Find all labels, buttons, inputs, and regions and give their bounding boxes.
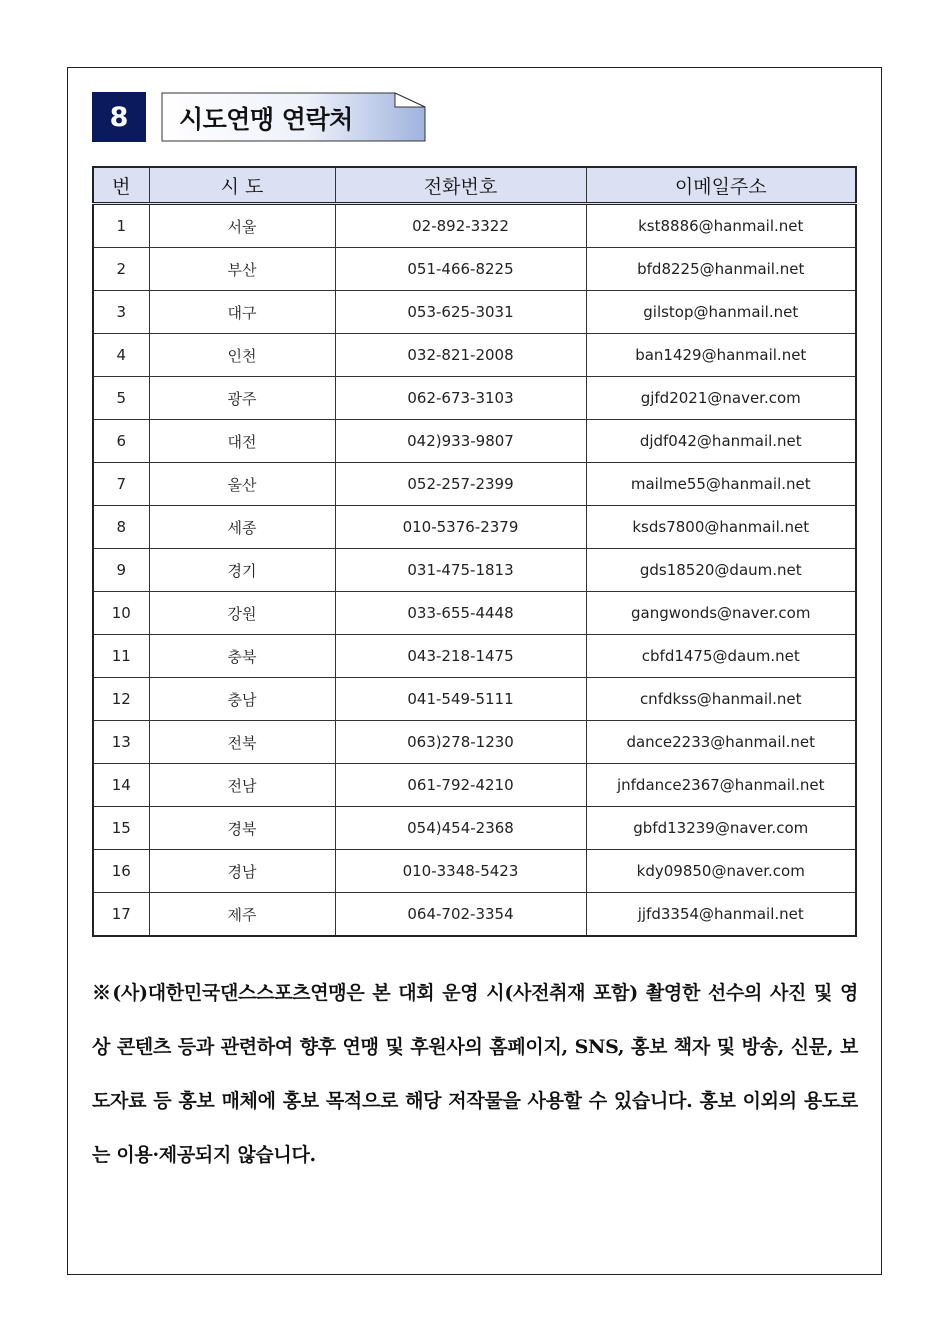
row-email: gds18520@daum.net	[586, 549, 856, 592]
table-row	[93, 248, 856, 291]
row-city: 전남	[149, 764, 335, 807]
row-email: gangwonds@naver.com	[586, 592, 856, 635]
table-row	[93, 420, 856, 463]
table-row	[93, 291, 856, 334]
row-number: 3	[93, 291, 149, 334]
row-phone: 02-892-3322	[335, 204, 586, 248]
header-email: 이메일주소	[586, 167, 856, 204]
row-email: ksds7800@hanmail.net	[586, 506, 856, 549]
table-header-row	[93, 167, 856, 204]
table-row	[93, 678, 856, 721]
row-email: kdy09850@naver.com	[586, 850, 856, 893]
table-row	[93, 807, 856, 850]
row-phone: 032-821-2008	[335, 334, 586, 377]
row-phone: 054)454-2368	[335, 807, 586, 850]
row-email: cnfdkss@hanmail.net	[586, 678, 856, 721]
row-city: 대전	[149, 420, 335, 463]
row-email: kst8886@hanmail.net	[586, 204, 856, 248]
row-number: 15	[93, 807, 149, 850]
row-city: 부산	[149, 248, 335, 291]
row-number: 4	[93, 334, 149, 377]
row-city: 강원	[149, 592, 335, 635]
table-row	[93, 721, 856, 764]
row-number: 12	[93, 678, 149, 721]
row-email: mailme55@hanmail.net	[586, 463, 856, 506]
row-email: bfd8225@hanmail.net	[586, 248, 856, 291]
row-phone: 062-673-3103	[335, 377, 586, 420]
row-city: 인천	[149, 334, 335, 377]
row-phone: 010-5376-2379	[335, 506, 586, 549]
row-phone: 063)278-1230	[335, 721, 586, 764]
row-number: 11	[93, 635, 149, 678]
section-title: 시도연맹 연락처	[179, 105, 353, 134]
row-city: 대구	[149, 291, 335, 334]
table-row	[93, 592, 856, 635]
copyright-notice: ※(사)대한민국댄스스포츠연맹은 본 대회 운영 시(사전취재 포함) 촬영한 선수의 사진 및 영상 콘텐츠 등과 관련하여 향후 연맹 및 후원사의 홈페이지, SNS, 홍보 책자 및 방송, 신문, 보도자료 등 홍보 매체에 홍보 목적으로 해당 저작물을 사용할 수 있습니다. 홍보 이외의 용도로는 이용·제공되지 않습니다.	[92, 982, 858, 1166]
row-city: 경기	[149, 549, 335, 592]
row-number: 14	[93, 764, 149, 807]
row-email: jnfdance2367@hanmail.net	[586, 764, 856, 807]
row-city: 울산	[149, 463, 335, 506]
row-phone: 033-655-4448	[335, 592, 586, 635]
row-number: 1	[93, 204, 149, 248]
row-city: 광주	[149, 377, 335, 420]
row-phone: 041-549-5111	[335, 678, 586, 721]
table-row	[93, 764, 856, 807]
table-row	[93, 204, 856, 248]
row-number: 2	[93, 248, 149, 291]
row-city: 충북	[149, 635, 335, 678]
row-email: dance2233@hanmail.net	[586, 721, 856, 764]
row-number: 13	[93, 721, 149, 764]
header-phone: 전화번호	[335, 167, 586, 204]
header-number: 번	[93, 167, 149, 204]
table-row	[93, 635, 856, 678]
table-row	[93, 377, 856, 420]
row-email: gilstop@hanmail.net	[586, 291, 856, 334]
row-email: ban1429@hanmail.net	[586, 334, 856, 377]
table-row	[93, 334, 856, 377]
row-email: jjfd3354@hanmail.net	[586, 893, 856, 937]
row-city: 세종	[149, 506, 335, 549]
section-number-badge: 8	[92, 92, 146, 142]
row-number: 16	[93, 850, 149, 893]
row-phone: 010-3348-5423	[335, 850, 586, 893]
row-city: 경북	[149, 807, 335, 850]
row-number: 6	[93, 420, 149, 463]
contacts-table	[92, 166, 857, 937]
row-number: 7	[93, 463, 149, 506]
row-city: 서울	[149, 204, 335, 248]
row-email: gbfd13239@naver.com	[586, 807, 856, 850]
row-phone: 064-702-3354	[335, 893, 586, 937]
row-email: gjfd2021@naver.com	[586, 377, 856, 420]
header-city: 시 도	[149, 167, 335, 204]
row-number: 10	[93, 592, 149, 635]
row-email: cbfd1475@daum.net	[586, 635, 856, 678]
row-phone: 052-257-2399	[335, 463, 586, 506]
section-title-box	[161, 92, 426, 142]
row-city: 충남	[149, 678, 335, 721]
row-number: 9	[93, 549, 149, 592]
table-row	[93, 463, 856, 506]
row-phone: 043-218-1475	[335, 635, 586, 678]
row-city: 전북	[149, 721, 335, 764]
row-phone: 061-792-4210	[335, 764, 586, 807]
table-row	[93, 850, 856, 893]
row-number: 5	[93, 377, 149, 420]
row-city: 제주	[149, 893, 335, 937]
table-row	[93, 893, 856, 937]
row-phone: 031-475-1813	[335, 549, 586, 592]
row-phone: 051-466-8225	[335, 248, 586, 291]
row-number: 17	[93, 893, 149, 937]
row-phone: 042)933-9807	[335, 420, 586, 463]
row-email: djdf042@hanmail.net	[586, 420, 856, 463]
row-number: 8	[93, 506, 149, 549]
row-phone: 053-625-3031	[335, 291, 586, 334]
row-city: 경남	[149, 850, 335, 893]
table-row	[93, 506, 856, 549]
table-row	[93, 549, 856, 592]
